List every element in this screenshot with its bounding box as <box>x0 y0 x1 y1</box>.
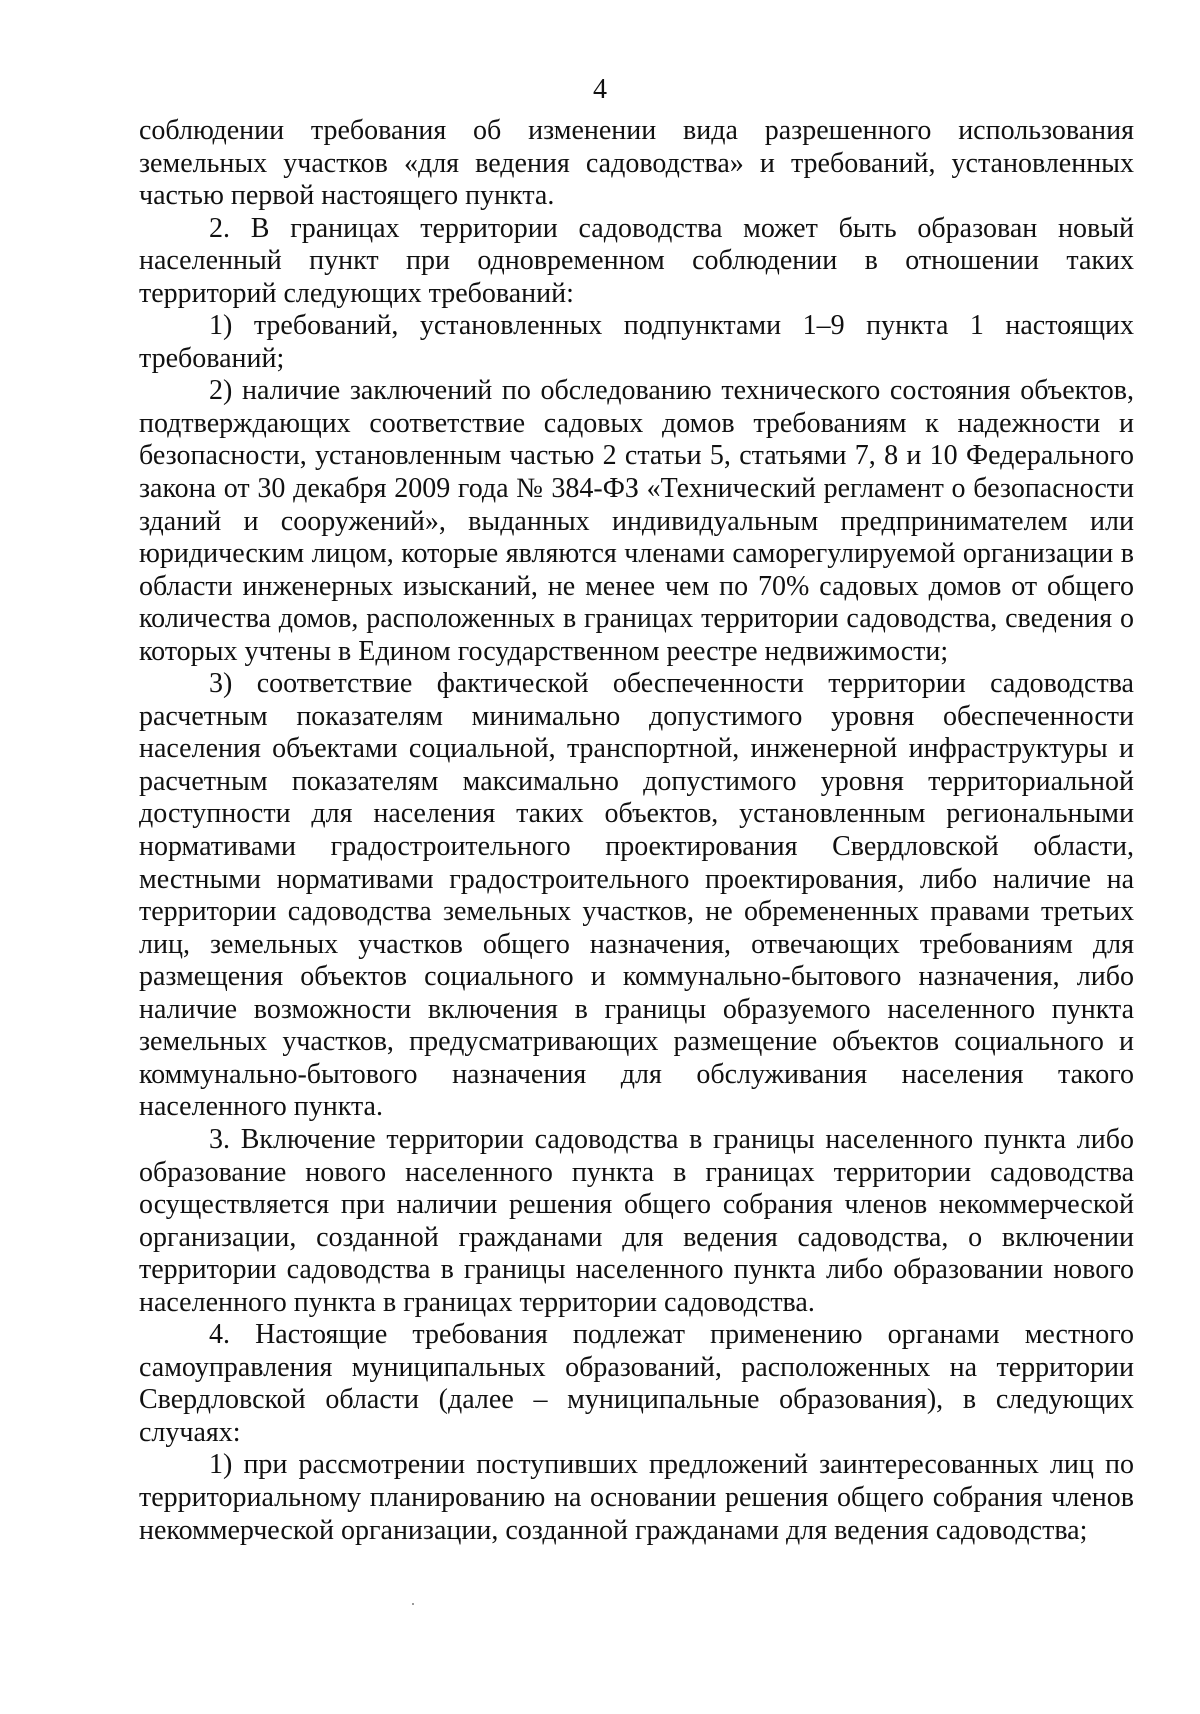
paragraph-clause-2-item-2: 2) наличие заключений по обследованию технического состояния объектов, подтверждающих соответствие садовых домов требованиям к надежности и безопасности, установленным частью 2 статьи 5, статьями 7, 8 и 10 Федерального закона от 30 декабря 2009 года № 384-ФЗ «Технический регламент о безопасности зданий и сооружений», выданных индивидуальным предпринимателем или юридическим лицом, которые являются членами саморегулируемой организации в области инженерных изысканий, не менее чем по 70% садовых домов от общего количества домов, расположенных в границах территории садоводства, сведения о которых учтены в Едином государственном реестре недвижимости; <box>139 375 1134 667</box>
paragraph-clause-2-item-3: 3) соответствие фактической обеспеченности территории садоводства расчетным показателям минимально допустимого уровня обеспеченности населения объектами социальной, транспортной, инженерной инфраструктуры и расчетным показателям максимально допустимого уровня территориальной доступности для населения таких объектов, установленным региональными нормативами градостроительного проектирования Свердловской области, местными нормативами градостроительного проектирования, либо наличие на территории садоводства земельных участков, не обремененных правами третьих лиц, земельных участков общего назначения, отвечающих требованиям для размещения объектов социального и коммунально-бытового назначения, либо наличие возможности включения в границы образуемого населенного пункта земельных участков, предусматривающих размещение объектов социального и коммунально-бытового назначения для обслуживания населения такого населенного пункта. <box>139 668 1134 1123</box>
paragraph-clause-2-item-1: 1) требований, установленных подпунктами 1–9 пункта 1 настоящих требований; <box>139 310 1134 374</box>
paragraph-clause-2: 2. В границах территории садоводства может быть образован новый населенный пункт при одновременном соблюдении в отношении таких территорий следующих требований: <box>139 212 1134 309</box>
paragraph-continuation: соблюдении требования об изменении вида разрешенного использования земельных участков «для ведения садоводства» и требований, установленных частью первой настоящего пункта. <box>139 115 1134 212</box>
paragraph-clause-4-item-1: 1) при рассмотрении поступивших предложений заинтересованных лиц по территориальному планированию на основании решения общего собрания членов некоммерческой организации, созданной гражданами для ведения садоводства; <box>139 1449 1134 1546</box>
paragraph-clause-4: 4. Настоящие требования подлежат применению органами местного самоуправления муниципальных образований, расположенных на территории Свердловской области (далее – муниципальные образования), в следующих случаях: <box>139 1319 1134 1448</box>
document-body <box>139 115 1134 1547</box>
scan-speck <box>412 1603 414 1605</box>
paragraph-clause-3: 3. Включение территории садоводства в границы населенного пункта либо образование нового населенного пункта в границах территории садоводства осуществляется при наличии решения общего собрания членов некоммерческой организации, созданной гражданами для ведения садоводства, о включении территории садоводства в границы населенного пункта либо образовании нового населенного пункта в границах территории садоводства. <box>139 1123 1134 1318</box>
page-number: 4 <box>593 74 607 105</box>
